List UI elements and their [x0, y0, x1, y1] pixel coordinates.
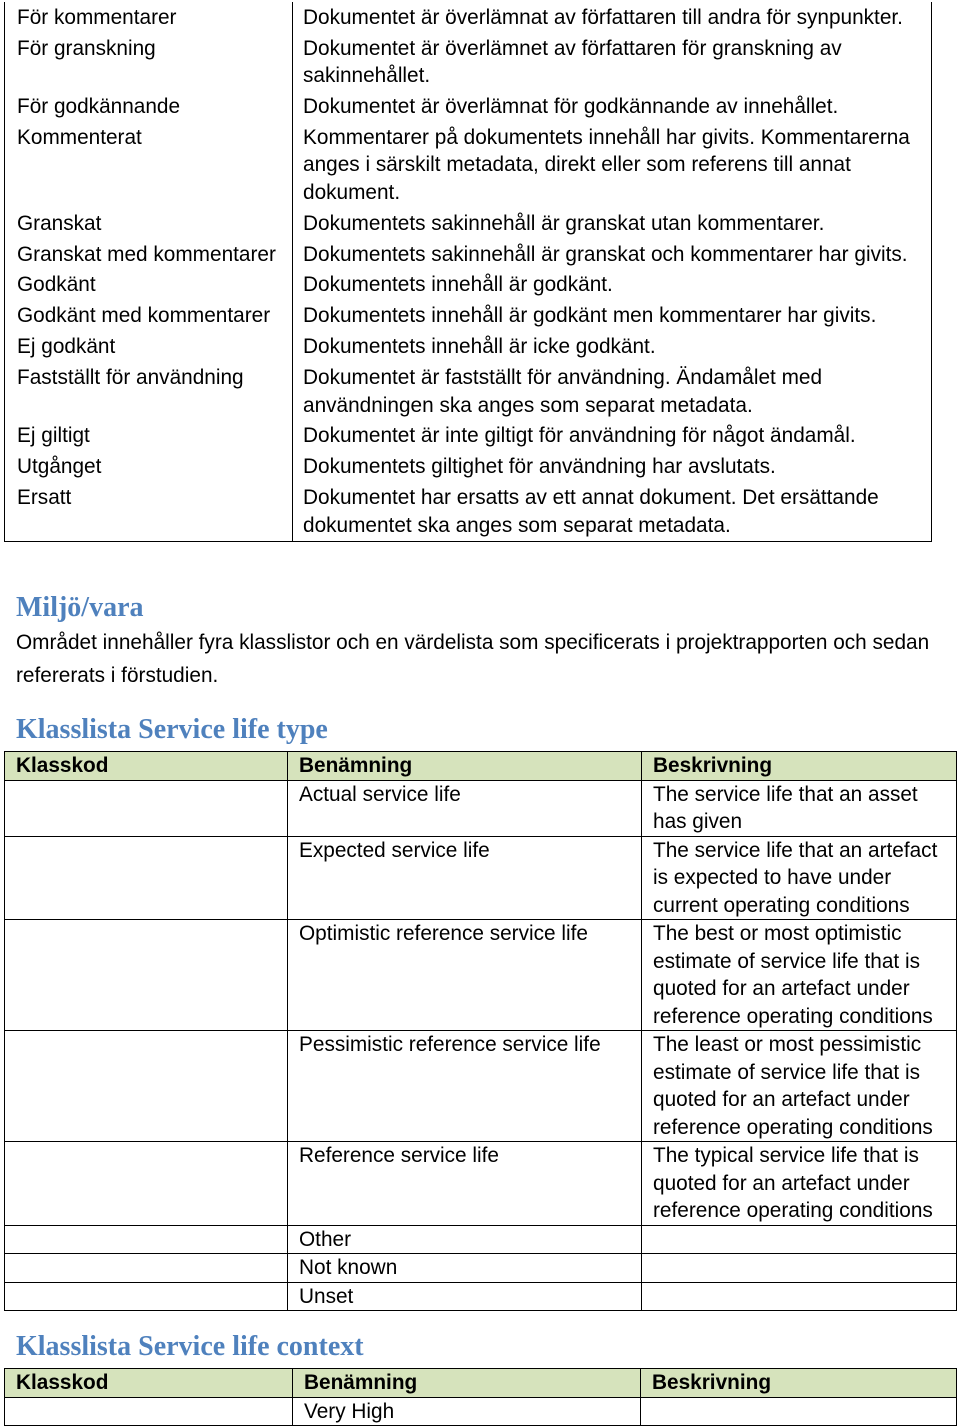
table-header-row	[5, 752, 957, 781]
status-row	[5, 122, 932, 208]
status-name-cell: För godkännande	[5, 91, 293, 122]
table-row	[5, 836, 957, 920]
column-header-beskrivning: Beskrivning	[641, 1369, 957, 1398]
heading-service-life-type: Klasslista Service life type	[16, 714, 328, 745]
service-life-type-table	[4, 751, 957, 1311]
klasskod-cell	[5, 1282, 288, 1311]
column-header-benamning: Benämning	[293, 1369, 641, 1398]
table-row	[5, 920, 957, 1031]
status-row	[5, 208, 932, 239]
status-row	[5, 2, 932, 33]
beskrivning-cell: The best or most optimistic estimate of service life that is quoted for an artefact under reference operating conditions	[642, 920, 957, 1031]
beskrivning-cell: The typical service life that is quoted for an artefact under reference operating conditions	[642, 1142, 957, 1226]
status-description-cell: Dokumentets giltighet för användning har avslutats.	[293, 452, 932, 483]
status-name-cell: Kommenterat	[5, 122, 293, 208]
column-header-klasskod: Klasskod	[5, 752, 288, 781]
status-name-cell: Ej giltigt	[5, 421, 293, 452]
table-row	[5, 1142, 957, 1226]
benamning-cell: Unset	[288, 1282, 642, 1311]
status-name-cell: Granskat med kommentarer	[5, 239, 293, 270]
benamning-cell: Actual service life	[288, 780, 642, 836]
status-name-cell: Fastställt för användning	[5, 362, 293, 420]
beskrivning-cell	[642, 1282, 957, 1311]
status-row	[5, 421, 932, 452]
table-row	[5, 1282, 957, 1311]
service-life-context-table	[4, 1368, 957, 1426]
table-body	[5, 1397, 957, 1426]
beskrivning-cell: The service life that an asset has given	[642, 780, 957, 836]
status-description-cell: Dokumentet är fastställt för användning. Ändamålet med användningen ska anges som separat metadata.	[293, 362, 932, 420]
status-name-cell: Granskat	[5, 208, 293, 239]
table-row	[5, 1254, 957, 1283]
benamning-cell: Very High	[293, 1397, 641, 1426]
heading-service-life-context: Klasslista Service life context	[16, 1331, 364, 1362]
status-table-body	[5, 2, 932, 541]
status-name-cell: För kommentarer	[5, 2, 293, 33]
status-description-cell: Dokumentet har ersatts av ett annat dokument. Det ersättande dokumentet ska anges som separat metadata.	[293, 483, 932, 542]
status-description-cell: Dokumentet är överlämnat för godkännande av innehållet.	[293, 91, 932, 122]
beskrivning-cell	[641, 1397, 957, 1426]
table-row	[5, 1397, 957, 1426]
status-description-cell: Dokumentets sakinnehåll är granskat utan kommentarer.	[293, 208, 932, 239]
status-row	[5, 332, 932, 363]
benamning-cell: Optimistic reference service life	[288, 920, 642, 1031]
column-header-klasskod: Klasskod	[5, 1369, 293, 1398]
status-name-cell: Ej godkänt	[5, 332, 293, 363]
benamning-cell: Not known	[288, 1254, 642, 1283]
table-header	[5, 1369, 957, 1398]
beskrivning-cell: The least or most pessimistic estimate of service life that is quoted for an artefact under reference operating conditions	[642, 1031, 957, 1142]
status-description-cell: Dokumentets innehåll är godkänt men kommentarer har givits.	[293, 301, 932, 332]
status-description-cell: Dokumentet är överlämnet av författaren för granskning av sakinnehållet.	[293, 33, 932, 91]
beskrivning-cell	[642, 1225, 957, 1254]
status-name-cell: Ersatt	[5, 483, 293, 542]
status-description-cell: Kommentarer på dokumentets innehåll har givits. Kommentarerna anges i särskilt metadata, direkt eller som referens till annat dokument.	[293, 122, 932, 208]
status-description-cell: Dokumentets sakinnehåll är granskat och kommentarer har givits.	[293, 239, 932, 270]
klasskod-cell	[5, 1142, 288, 1226]
beskrivning-cell: The service life that an artefact is expected to have under current operating conditions	[642, 836, 957, 920]
benamning-cell: Expected service life	[288, 836, 642, 920]
status-row	[5, 91, 932, 122]
klasskod-cell	[5, 780, 288, 836]
status-description-cell: Dokumentets innehåll är godkänt.	[293, 270, 932, 301]
status-description-cell: Dokumentet är överlämnat av författaren till andra för synpunkter.	[293, 2, 932, 33]
benamning-cell: Other	[288, 1225, 642, 1254]
status-row	[5, 362, 932, 420]
klasskod-cell	[5, 836, 288, 920]
status-row	[5, 33, 932, 91]
table-header-row	[5, 1369, 957, 1398]
benamning-cell: Pessimistic reference service life	[288, 1031, 642, 1142]
document-status-table	[4, 2, 932, 542]
section-heading-miljo-vara: Miljö/vara	[16, 592, 144, 623]
column-header-beskrivning: Beskrivning	[642, 752, 957, 781]
klasskod-cell	[5, 1225, 288, 1254]
status-name-cell: Godkänt	[5, 270, 293, 301]
benamning-cell: Reference service life	[288, 1142, 642, 1226]
table-row	[5, 1031, 957, 1142]
klasskod-cell	[5, 1031, 288, 1142]
status-row	[5, 483, 932, 542]
table-row	[5, 780, 957, 836]
status-description-cell: Dokumentet är inte giltigt för användning för något ändamål.	[293, 421, 932, 452]
status-row	[5, 301, 932, 332]
status-row	[5, 239, 932, 270]
klasskod-cell	[5, 1397, 293, 1426]
section-intro-paragraph: Området innehåller fyra klasslistor och en värdelista som specificerats i projektrapporten och sedan refererats i förstudien.	[16, 631, 930, 687]
table-body	[5, 780, 957, 1311]
klasskod-cell	[5, 920, 288, 1031]
status-name-cell: Utgånget	[5, 452, 293, 483]
status-description-cell: Dokumentets innehåll är icke godkänt.	[293, 332, 932, 363]
beskrivning-cell	[642, 1254, 957, 1283]
status-name-cell: Godkänt med kommentarer	[5, 301, 293, 332]
klasskod-cell	[5, 1254, 288, 1283]
table-header	[5, 752, 957, 781]
status-row	[5, 452, 932, 483]
table-row	[5, 1225, 957, 1254]
column-header-benamning: Benämning	[288, 752, 642, 781]
status-row	[5, 270, 932, 301]
status-name-cell: För granskning	[5, 33, 293, 91]
